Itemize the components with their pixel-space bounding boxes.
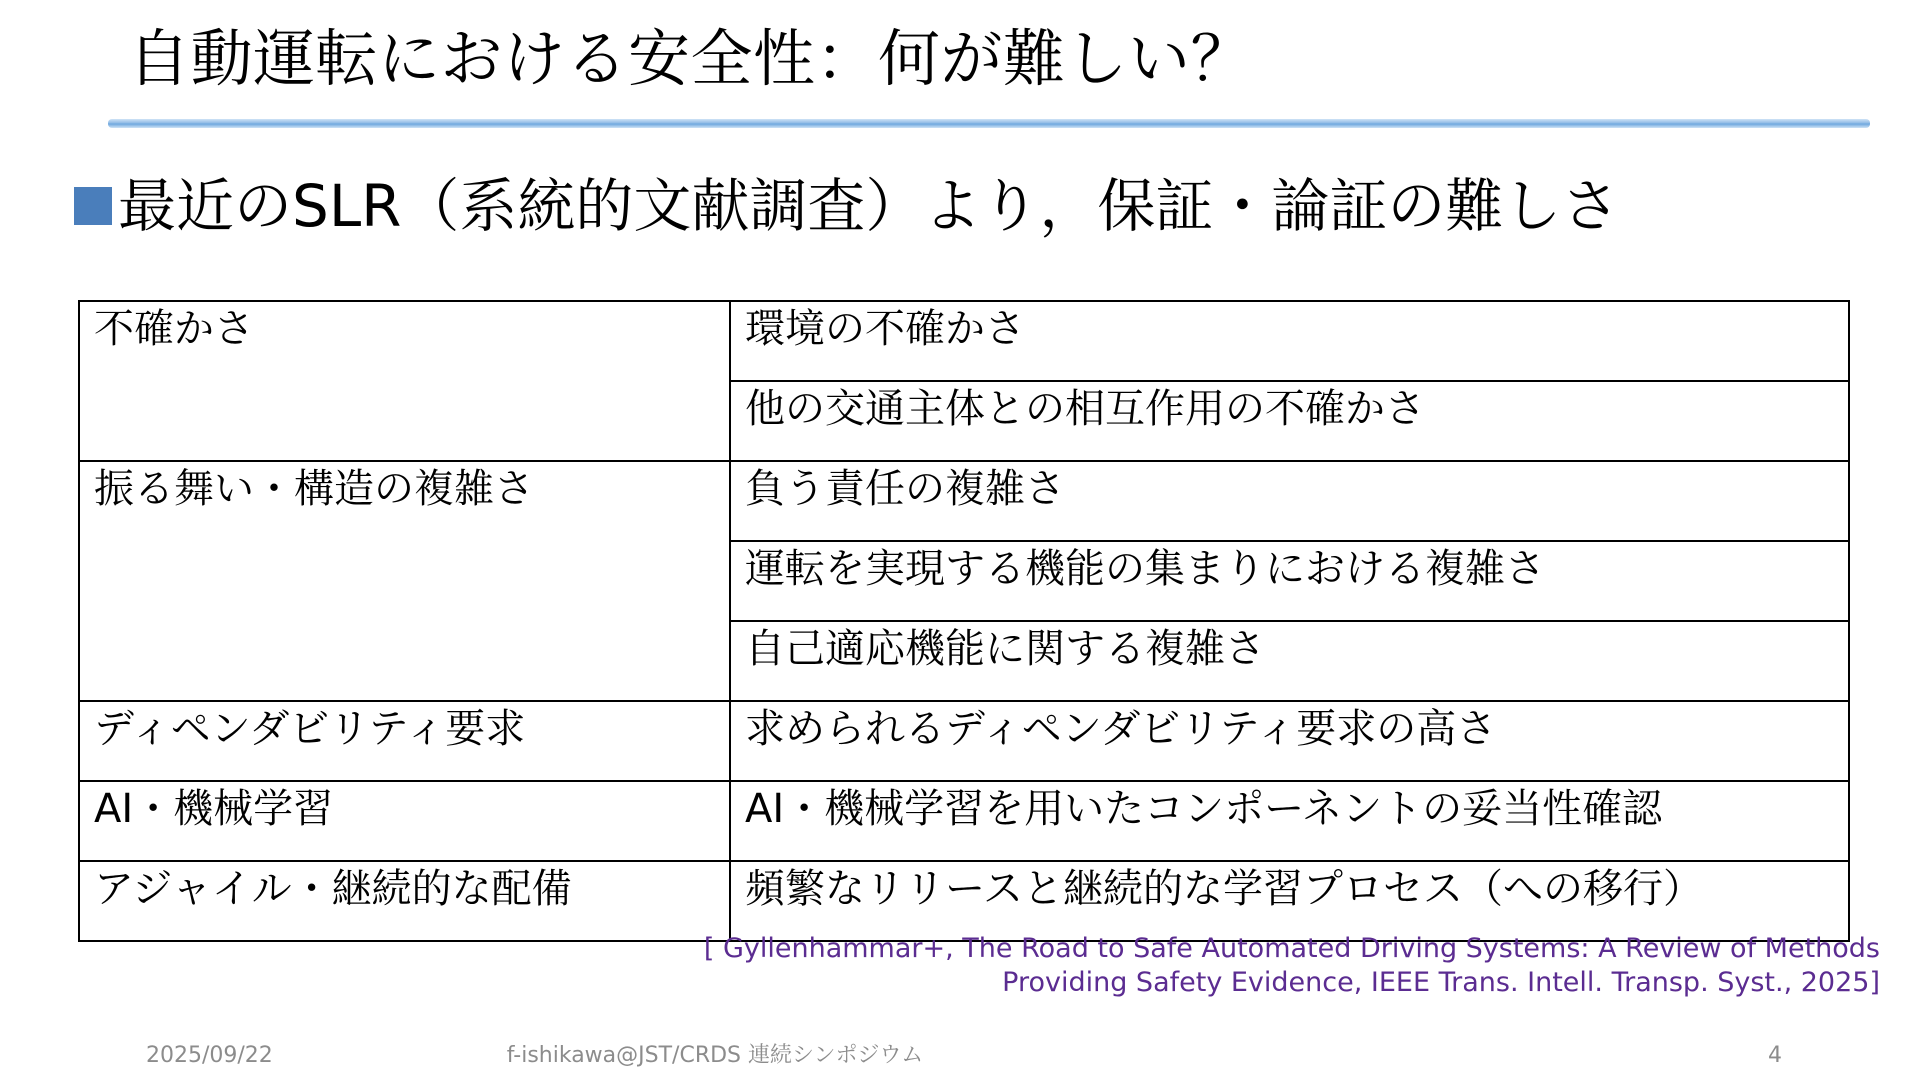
category-cell: AI・機械学習 bbox=[79, 781, 730, 861]
detail-cell: 他の交通主体との相互作用の不確かさ bbox=[730, 381, 1849, 461]
difficulty-table bbox=[78, 300, 1850, 942]
detail-cell: 環境の不確かさ bbox=[730, 301, 1849, 381]
detail-cell: AI・機械学習を用いたコンポーネントの妥当性確認 bbox=[730, 781, 1849, 861]
citation-line-2: Providing Safety Evidence, IEEE Trans. Intell. Transp. Syst., 2025] bbox=[1002, 967, 1880, 998]
footer-date: 2025/09/22 bbox=[146, 1043, 273, 1068]
citation bbox=[704, 932, 1880, 1000]
category-cell: ディペンダビリティ要求 bbox=[79, 701, 730, 781]
detail-cell: 自己適応機能に関する複雑さ bbox=[730, 621, 1849, 701]
slide-title: 自動運転における安全性：何が難しい？ bbox=[128, 22, 1254, 95]
category-cell: アジャイル・継続的な配備 bbox=[79, 861, 730, 941]
table-row bbox=[79, 301, 1849, 381]
table-row bbox=[79, 781, 1849, 861]
title-underline bbox=[108, 119, 1870, 128]
table-row bbox=[79, 861, 1849, 941]
detail-cell: 運転を実現する機能の集まりにおける複雑さ bbox=[730, 541, 1849, 621]
citation-line-1: [ Gyllenhammar+, The Road to Safe Automated Driving Systems: A Review of Methods bbox=[703, 933, 1880, 964]
detail-cell: 求められるディペンダビリティ要求の高さ bbox=[730, 701, 1849, 781]
detail-cell: 頻繁なリリースと継続的な学習プロセス（への移行） bbox=[730, 861, 1849, 941]
page-number: 4 bbox=[1768, 1043, 1782, 1068]
filled-square-icon bbox=[74, 187, 112, 225]
detail-cell: 負う責任の複雑さ bbox=[730, 461, 1849, 541]
table-row bbox=[79, 701, 1849, 781]
footer-author: f-ishikawa@JST/CRDS 連続シンポジウム bbox=[506, 1043, 924, 1068]
category-cell: 振る舞い・構造の複雑さ bbox=[79, 461, 730, 701]
bullet-line bbox=[74, 168, 1619, 244]
bullet-text: 最近のSLR（系統的文献調査）より，保証・論証の難しさ bbox=[118, 172, 1620, 240]
table-row bbox=[79, 461, 1849, 541]
category-cell: 不確かさ bbox=[79, 301, 730, 461]
